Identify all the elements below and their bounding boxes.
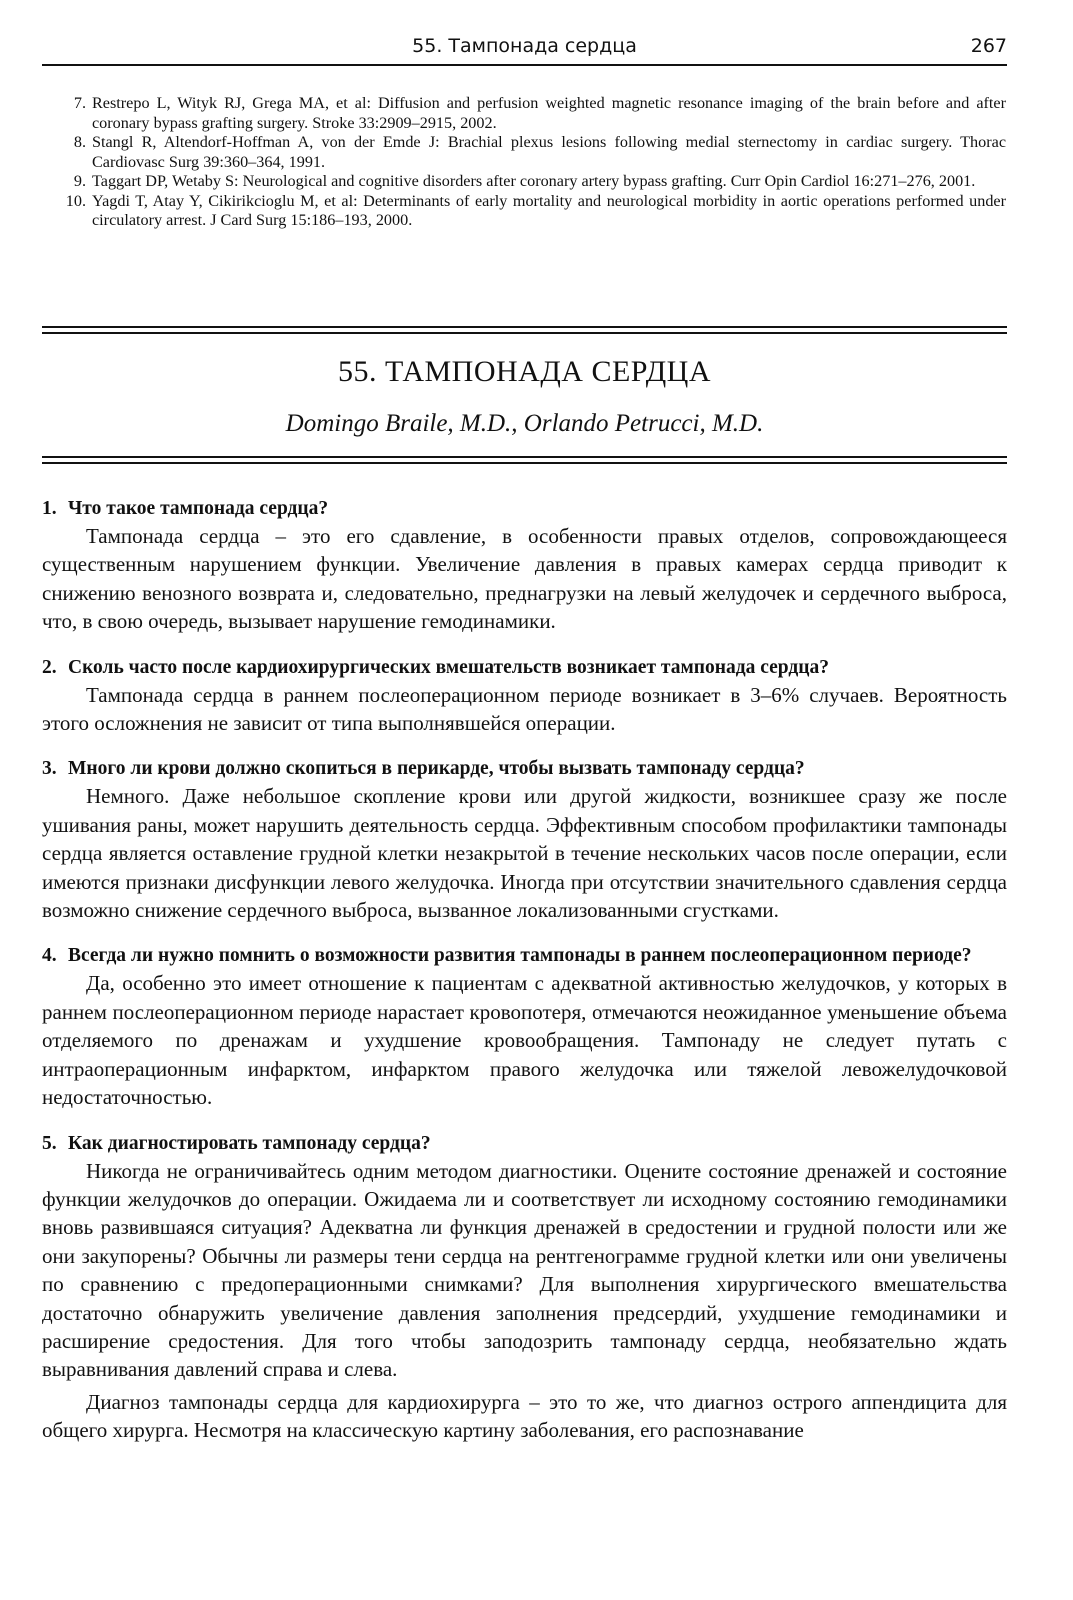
- reference-number: 9.: [73, 172, 86, 190]
- question-heading: [42, 756, 1007, 782]
- reference-text: Restrepo L, Wityk RJ, Grega MA, et al: Diffusion and perfusion weighted magnetic resonance imaging of the brain before and after coronary bypass grafting surgery. Stroke 33:2909–2915, 2002.: [92, 94, 1006, 132]
- reference-number: 7.: [73, 94, 86, 112]
- qa-section: [42, 1131, 1007, 1445]
- qa-section: [42, 496, 1007, 636]
- reference-number: 10.: [65, 191, 86, 210]
- chapter-authors: Domingo Braile, M.D., Orlando Petrucci, M.D.: [285, 410, 764, 437]
- reference-number: 8.: [73, 133, 86, 151]
- question-text: Что такое тампонада сердца?: [68, 498, 329, 519]
- answer-paragraph: Да, особенно это имеет отношение к пациентам с адекватной активностью желудочков, у которых в раннем послеоперационном периоде нарастает кровопотеря, отмечаются неожиданное уменьшение объема отделяемого по дренажам и ухудшение кровообращения. Тампонаду не следует путать с интраоперационным инфарктом, инфарктом правого желудочка или тяжелой левожелудочковой недостаточностью.: [42, 971, 1007, 1110]
- reference-text: Yagdi T, Atay Y, Cikirikcioglu M, et al: Determinants of early mortality and neurological morbidity in aortic operations performed under circulatory arrest. J Card Surg 15:186–193, 2000.: [92, 191, 1006, 229]
- question-number: 4.: [42, 945, 57, 967]
- question-number: 5.: [42, 1132, 57, 1154]
- question-text: Сколь часто после кардиохирургических вмешательств возникает тампонада сердца?: [68, 656, 829, 678]
- question-heading: [42, 655, 1007, 681]
- chapter-top-rule: [42, 326, 1007, 334]
- answer-paragraph: Немного. Даже небольшое скопление крови или другой жидкости, возникшее сразу же после ушивания раны, может нарушить деятельность сердца. Эффективным способом профилактики тампонады сердца является оставление грудной клетки незакрытой в течение нескольких часов после операции, если имеются признаки дисфункции левого желудочка. Иногда при отсутствии значительного сдавления сердца возможно снижение сердечного выброса, вызванное локализованными сгустками.: [42, 784, 1007, 923]
- reference-item: [48, 192, 1006, 231]
- question-number: 2.: [42, 656, 57, 678]
- question-text: Много ли крови должно скопиться в перикарде, чтобы вызвать тампонаду сердца?: [68, 758, 805, 780]
- question-number: 1.: [42, 498, 57, 519]
- question-heading: [42, 496, 1007, 522]
- question-number: 3.: [42, 758, 57, 780]
- answer-paragraph: Никогда не ограничивайтесь одним методом диагностики. Оцените состояние дренажей и состояние функции желудочков до операции. Ожидаема ли и соответствует ли исходному состоянию гемодинамики вновь развившаяся ситуация? Адекватна ли функция дренажей в средостении и грудной полости или же они закупорены? Обычны ли размеры тени сердца на рентгенограмме грудной клетки или они увеличены по сравнению с предоперационными снимками? Для выполнения хирургического вмешательства достаточно обнаружить увеличение давления заполнения предсердий, ухудшение гемодинамики и расширение средостения. Для того чтобы заподозрить тампонаду сердца, необязательно ждать выравнивания давлений справа и слева.: [42, 1158, 1007, 1382]
- qa-section: [42, 655, 1007, 738]
- qa-section: [42, 756, 1007, 924]
- reference-text: Stangl R, Altendorf-Hoffman A, von der Emde J: Brachial plexus lesions following medial sternectomy in cardiac surgery. Thorac Cardiovasc Surg 39:360–364, 1991.: [92, 133, 1006, 171]
- running-header: [42, 30, 1007, 66]
- reference-item: [48, 133, 1006, 172]
- question-heading: [42, 943, 1007, 969]
- chapter-body: [42, 496, 1007, 1464]
- reference-item: [48, 172, 1006, 192]
- chapter-bottom-rule: [42, 456, 1007, 464]
- reference-text: Taggart DP, Wetaby S: Neurological and cognitive disorders after coronary artery bypass grafting. Curr Opin Cardiol 16:271–276, 2001.: [92, 172, 976, 190]
- page-number: 267: [970, 35, 1007, 57]
- qa-section: [42, 943, 1007, 1111]
- answer-paragraph: Тампонада сердца – это его сдавление, в особенности правых отделов, сопровождающееся существенным нарушением функции. Увеличение давления в правых камерах сердца приводит к снижению венозного возврата и, следовательно, преднагрузки на левый желудочек и сердечного выброса, что, в свою очередь, вызывает нарушение гемодинамики.: [42, 524, 1007, 634]
- chapter-title: 55. ТАМПОНАДА СЕРДЦА: [337, 355, 712, 388]
- answer-paragraph: Тампонада сердца в раннем послеоперационном периоде возникает в 3–6% случаев. Вероятность этого осложнения не зависит от типа выполнявшейся операции.: [42, 682, 1007, 736]
- reference-item: [48, 94, 1006, 133]
- question-text: Всегда ли нужно помнить о возможности развития тампонады в раннем послеоперационном периоде?: [68, 945, 972, 967]
- question-heading: [42, 1131, 1007, 1157]
- running-title: 55. Тампонада сердца: [412, 35, 637, 57]
- answer-paragraph: Диагноз тампонады сердца для кардиохирурга – это то же, что диагноз острого аппендицита для общего хирурга. Несмотря на классическую картину заболевания, его распознавание: [42, 1389, 1007, 1443]
- reference-list: [48, 94, 1006, 231]
- question-text: Как диагностировать тампонаду сердца?: [68, 1132, 431, 1154]
